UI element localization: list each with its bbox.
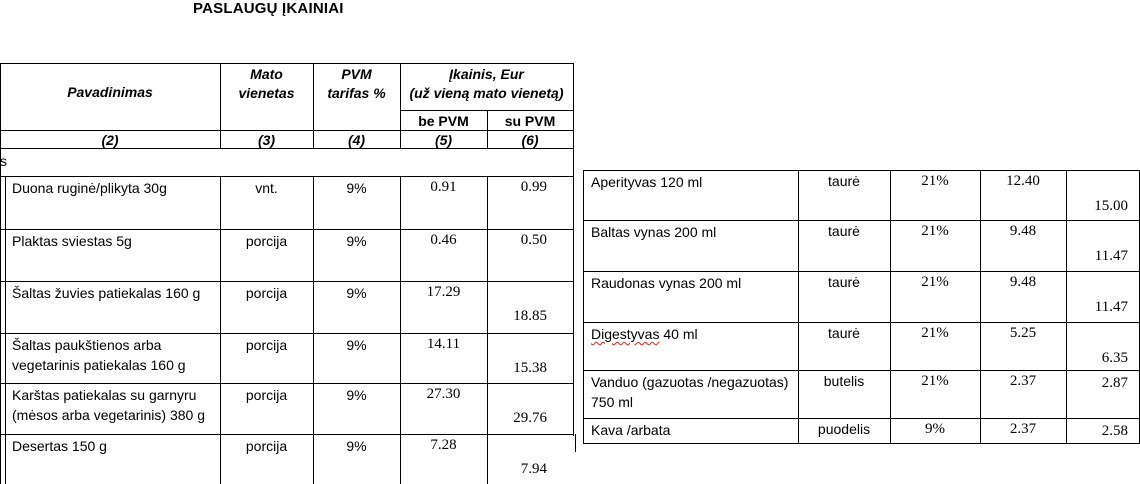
header-unit: Mato [250,66,283,82]
price-with-vat: 2.87 [1101,375,1128,391]
header-price: Įkainis, Eur [449,66,524,82]
table-border-right [573,63,574,176]
item-name: Karštas patiekalas su garnyru [12,387,197,403]
item-name: Kava /arbata [591,422,671,438]
item-name: Šaltas paukštienos arba [12,337,162,353]
page-title: PASLAUGŲ ĮKAINIAI [193,0,344,17]
column-number-2: (2) [101,132,119,148]
price-with-vat: 15.38 [513,360,547,376]
column-divider [798,170,799,444]
item-name: 750 ml [591,394,634,410]
price-with-vat: 29.76 [513,410,547,426]
item-vat: 9% [346,180,367,196]
header-price: (už vieną mato vienetą) [409,85,564,101]
price-without-vat: 14.11 [426,336,461,352]
price-without-vat: 12.40 [1006,173,1040,189]
item-vat: 9% [346,337,367,353]
item-name: vegetarinis patiekalas 160 g [12,357,186,373]
item-unit: porcija [245,337,288,353]
table-border-left [0,63,1,484]
item-unit: vnt. [255,180,278,196]
column-number-4: (4) [347,132,366,148]
column-number-5: (5) [434,132,453,148]
price-without-vat: 17.29 [426,284,461,300]
column-divider [980,170,981,444]
row-border-right [575,434,576,452]
item-unit: taurė [828,173,860,189]
item-name: Šaltas žuvies patiekalas 160 g [12,285,201,301]
item-unit: porcija [245,438,288,454]
price-with-vat: 6.35 [1101,350,1128,366]
item-vat: 21% [921,223,949,239]
price-without-vat: 9.48 [1009,274,1037,290]
item-unit: porcija [245,233,288,249]
price-with-vat: 11.47 [1094,299,1128,315]
item-vat: 21% [921,274,949,290]
item-vat: 9% [925,421,945,437]
item-vat: 21% [921,373,949,389]
item-name: Duona ruginė/plikyta 30g [12,180,167,196]
column-number-3: (3) [257,132,276,148]
item-vat: 9% [346,438,367,454]
column-divider [890,170,891,444]
table-border-left [583,170,584,444]
header-vat: tarifas % [327,85,386,101]
price-with-vat: 7.94 [520,461,547,477]
section-label: s [0,153,7,169]
item-vat: 9% [346,233,367,249]
item-name: (mėsos arba vegetarinis) 380 g [12,407,205,423]
column-divider [487,176,488,484]
item-vat: 21% [921,325,949,341]
price-without-vat: 2.37 [1009,421,1037,437]
row-border-right [573,176,574,436]
item-unit: butelis [823,373,865,389]
header-name: Pavadinimas [67,84,153,100]
item-vat: 9% [346,387,367,403]
item-name: Vanduo (gazuotas /negazuotas) [591,374,789,390]
item-name: Aperityvas 120 ml [591,174,703,190]
price-without-vat: 0.46 [430,232,457,248]
item-name: Baltas vynas 200 ml [591,224,717,240]
price-without-vat: 2.37 [1009,373,1037,389]
item-vat: 21% [921,173,949,189]
item-name: Desertas 150 g [12,438,107,454]
price-with-vat: 0.50 [520,232,547,248]
row-border-left [5,176,6,484]
price-without-vat: 7.28 [430,437,457,453]
item-unit: taurė [828,274,860,290]
item-unit: taurė [828,325,860,341]
item-name: Raudonas vynas 200 ml [591,275,742,291]
price-with-vat: 2.58 [1101,423,1128,439]
item-unit: porcija [245,387,288,403]
header-unit: vienetas [238,85,295,101]
price-with-vat: 15.00 [1094,198,1128,214]
price-without-vat: 27.30 [426,386,461,402]
item-name: Plaktas sviestas 5g [12,233,132,249]
price-with-vat: 11.47 [1094,248,1128,264]
item-unit: taurė [828,223,860,239]
spellcheck-word: Digestyvas [591,326,660,342]
item-unit: porcija [245,285,288,301]
price-without-vat: 5.25 [1009,325,1037,341]
row-separator [583,443,1140,444]
header-vat: PVM [341,66,372,82]
item-unit: puodelis [817,421,871,437]
price-without-vat: 9.48 [1009,223,1037,239]
price-with-vat: 0.99 [520,179,547,195]
price-without-vat: 0.91 [430,179,457,195]
item-vat: 9% [346,285,367,301]
header-without-vat: be PVM [418,113,469,129]
header-with-vat: su PVM [504,113,556,129]
price-with-vat: 18.85 [513,308,547,324]
item-name: Digestyvas 40 ml [591,326,698,342]
column-number-6: (6) [521,132,539,148]
